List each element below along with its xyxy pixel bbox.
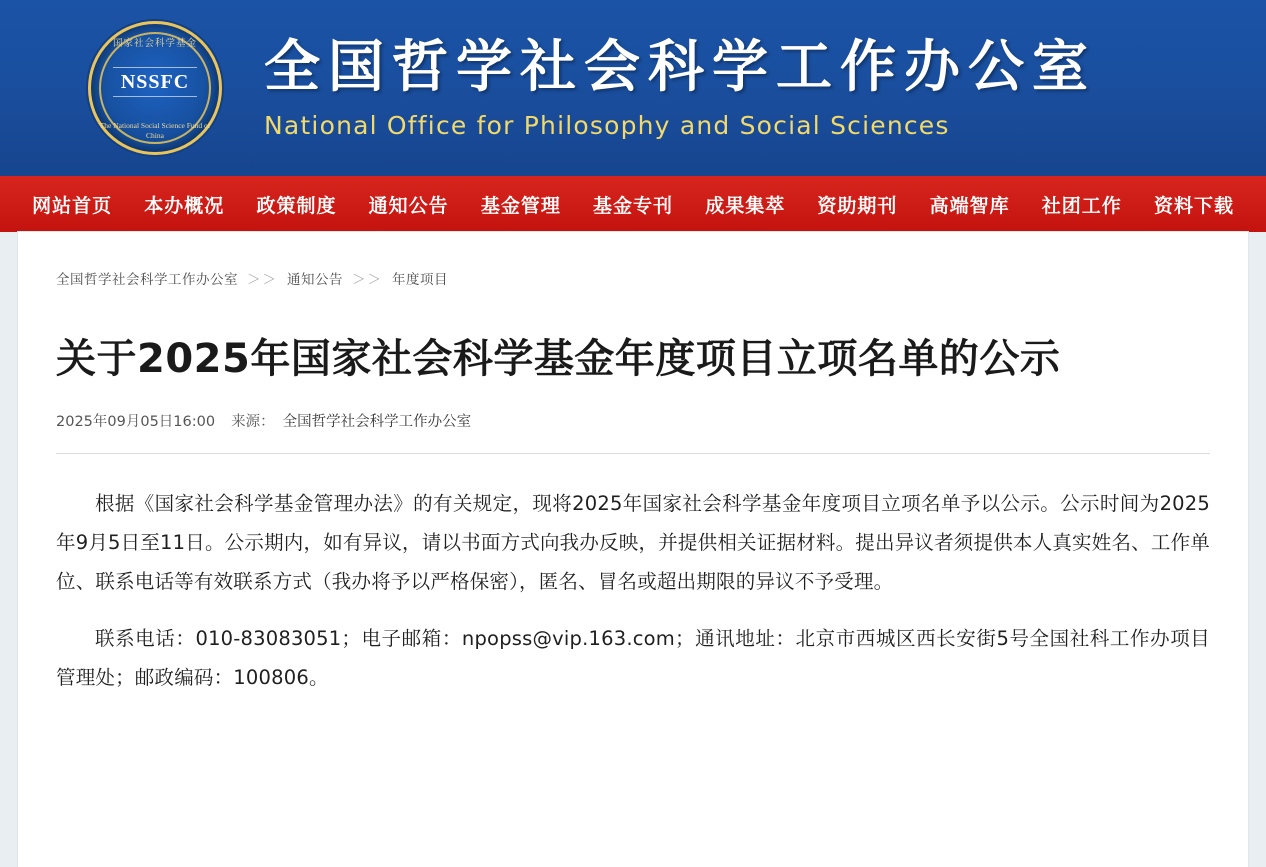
emblem-english-text: The National Social Science Fund of China [99,121,211,140]
source-label: 来源： [231,414,275,430]
breadcrumb-item-announcements[interactable]: 通知公告 [287,272,343,288]
nav-item-fund-management[interactable]: 基金管理 [480,194,561,217]
breadcrumb-item-annual-projects[interactable]: 年度项目 [392,272,448,288]
site-header [0,0,1266,176]
page-background [0,232,1266,867]
site-title-english: National Office for Philosophy and Social Sciences [264,110,950,140]
breadcrumb [56,268,1210,288]
emblem-abbreviation: NSSFC [120,71,190,93]
breadcrumb-separator-icon: ＞＞ [247,272,278,288]
nav-item-funded-journals[interactable]: 资助期刊 [817,194,898,217]
source-value: 全国哲学社会科学工作办公室 [282,414,472,430]
article-paragraph: 联系电话：010-83083051；电子邮箱：npopss@vip.163.com；通讯地址：北京市西城区西长安街5号全国社科工作办项目管理处；邮政编码：100806。 [56,627,1210,689]
article-body [56,484,1210,697]
nssfc-emblem-icon [88,21,222,155]
nav-item-society-work[interactable]: 社团工作 [1041,194,1122,217]
content-card [18,232,1248,867]
nav-item-achievements[interactable]: 成果集萃 [705,194,786,217]
publish-datetime: 2025年09月05日16:00 [56,414,216,430]
emblem-rule-bottom [113,96,197,97]
article-source [231,410,471,431]
nav-item-about[interactable]: 本办概况 [144,194,225,217]
emblem-rule-top [113,67,197,68]
nav-item-fund-journal[interactable]: 基金专刊 [593,194,674,217]
main-navigation [0,176,1266,232]
meta-divider [56,453,1210,454]
site-title-chinese: 全国哲学社会科学工作办公室 [264,37,1096,100]
nav-item-home[interactable]: 网站首页 [32,194,113,217]
emblem-chinese-text: 国家社会科学基金 [112,38,197,49]
article-paragraph: 根据《国家社会科学基金管理办法》的有关规定，现将2025年国家社会科学基金年度项目立项名单予以公示。公示时间为2025年9月5日至11日。公示期内，如有异议，请以书面方式向我办反映，并提供相关证据材料。提出异议者须提供本人真实姓名、工作单位、联系电话等有效联系方式（我办将予以严格保密），匿名、冒名或超出期限的异议不予受理。 [56,492,1210,593]
page-title: 关于2025年国家社会科学基金年度项目立项名单的公示 [56,336,1061,382]
site-titles [264,36,1096,139]
breadcrumb-separator-icon: ＞＞ [352,272,383,288]
nav-item-announcements[interactable]: 通知公告 [368,194,449,217]
nav-item-downloads[interactable]: 资料下载 [1153,194,1234,217]
breadcrumb-item-root[interactable]: 全国哲学社会科学工作办公室 [56,272,238,288]
article-meta [56,410,1210,431]
nav-item-policies[interactable]: 政策制度 [256,194,337,217]
nav-item-think-tank[interactable]: 高端智库 [929,194,1010,217]
